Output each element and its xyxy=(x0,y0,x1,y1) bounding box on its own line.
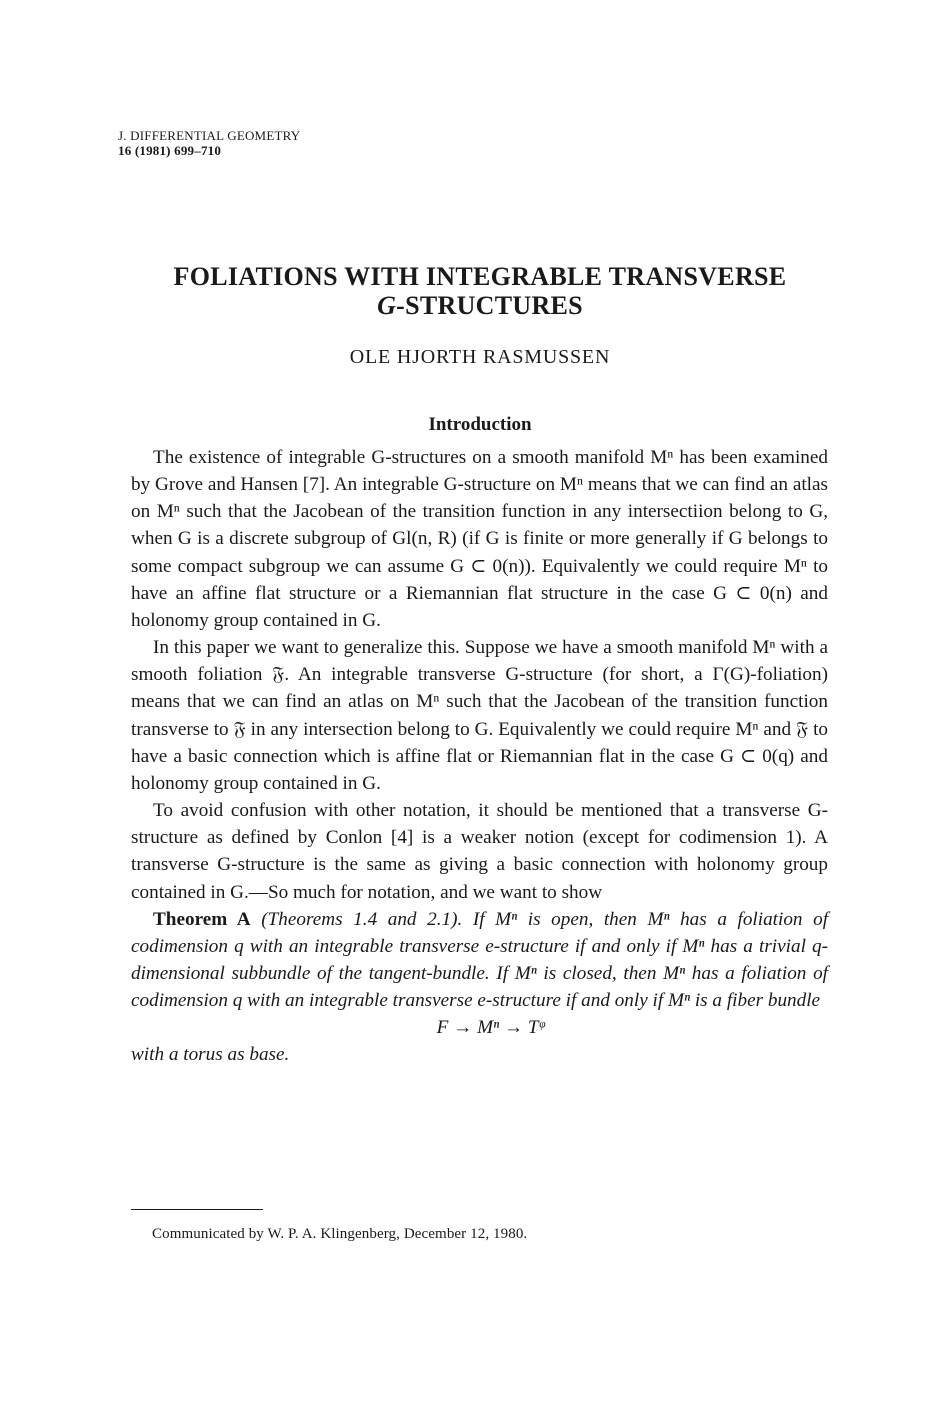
volume-pages: 16 (1981) 699–710 xyxy=(118,143,222,158)
paragraph-1: The existence of integrable G-structures on a smooth manifold Mⁿ has been examined by Grove and Hansen [7]. An integrable G-structure on Mⁿ means that we can find an atlas on Mⁿ such that the Jacobean of the transition function in any intersectiion belong to G, when G is a discrete subgroup of Gl(n, R) (if G is finite or more generally if G belongs to some compact subgroup we can assume G ⊂ 0(n)). Equivalently we could require Mⁿ to have an affine flat structure or a Riemannian flat structure in the case G ⊂ 0(n) and holonomy group contained in G. xyxy=(131,447,828,631)
paragraph-3: To avoid confusion with other notation, it should be mentioned that a transverse G-structure as defined by Conlon [4] is a weaker notion (except for codimension 1). A transverse G-structure is the same as giving a basic connection with holonomy group contained in G.—So much for notation, and we want to show xyxy=(131,800,828,903)
footnote: Communicated by W. P. A. Klingenberg, December 12, 1980. xyxy=(152,1226,528,1242)
theorem-label: Theorem A xyxy=(153,908,251,930)
body-text xyxy=(131,444,828,1069)
author-name: OLE HJORTH RASMUSSEN xyxy=(349,346,611,368)
section-heading: Introduction xyxy=(428,414,532,435)
title-g: G xyxy=(377,291,397,320)
theorem-display-formula: F → Mⁿ → Tᵠ xyxy=(436,1017,545,1039)
theorem-reference: (Theorems 1.4 and 2.1). xyxy=(261,908,463,930)
journal-name: J. DIFFERENTIAL GEOMETRY xyxy=(118,128,301,143)
journal-header xyxy=(118,128,300,158)
title-structures: -STRUCTURES xyxy=(396,291,583,320)
theorem-statement: If Mⁿ is open, then Mⁿ has a foliation of codimension q with an integrable transverse e-structure if and only if Mⁿ has a trivial q-dimensional subbundle of the tangent-bundle. If Mⁿ is closed, then Mⁿ has a foliation of codimension q with an integrable transverse e-structure if and only if Mⁿ is a fiber bundle xyxy=(131,908,829,1012)
title-line-1: FOLIATIONS WITH INTEGRABLE TRANSVERSE xyxy=(173,262,787,291)
footnote-rule xyxy=(131,1209,263,1210)
paper-title xyxy=(80,262,880,320)
title-line-2 xyxy=(80,291,880,320)
paragraph-2: In this paper we want to generalize this. Suppose we have a smooth manifold Mⁿ with a smooth foliation 𝔉. An integrable transverse G-structure (for short, a Γ(G)-foliation) means that we can find an atlas on Mⁿ such that the Jacobean of the transition function transverse to 𝔉 in any intersection belong to G. Equivalently we could require Mⁿ and 𝔉 to have a basic connection which is affine flat or Riemannian flat in the case G ⊂ 0(q) and holonomy group contained in G. xyxy=(131,637,828,794)
theorem-closing: with a torus as base. xyxy=(131,1044,290,1066)
theorem-a xyxy=(131,906,828,1015)
